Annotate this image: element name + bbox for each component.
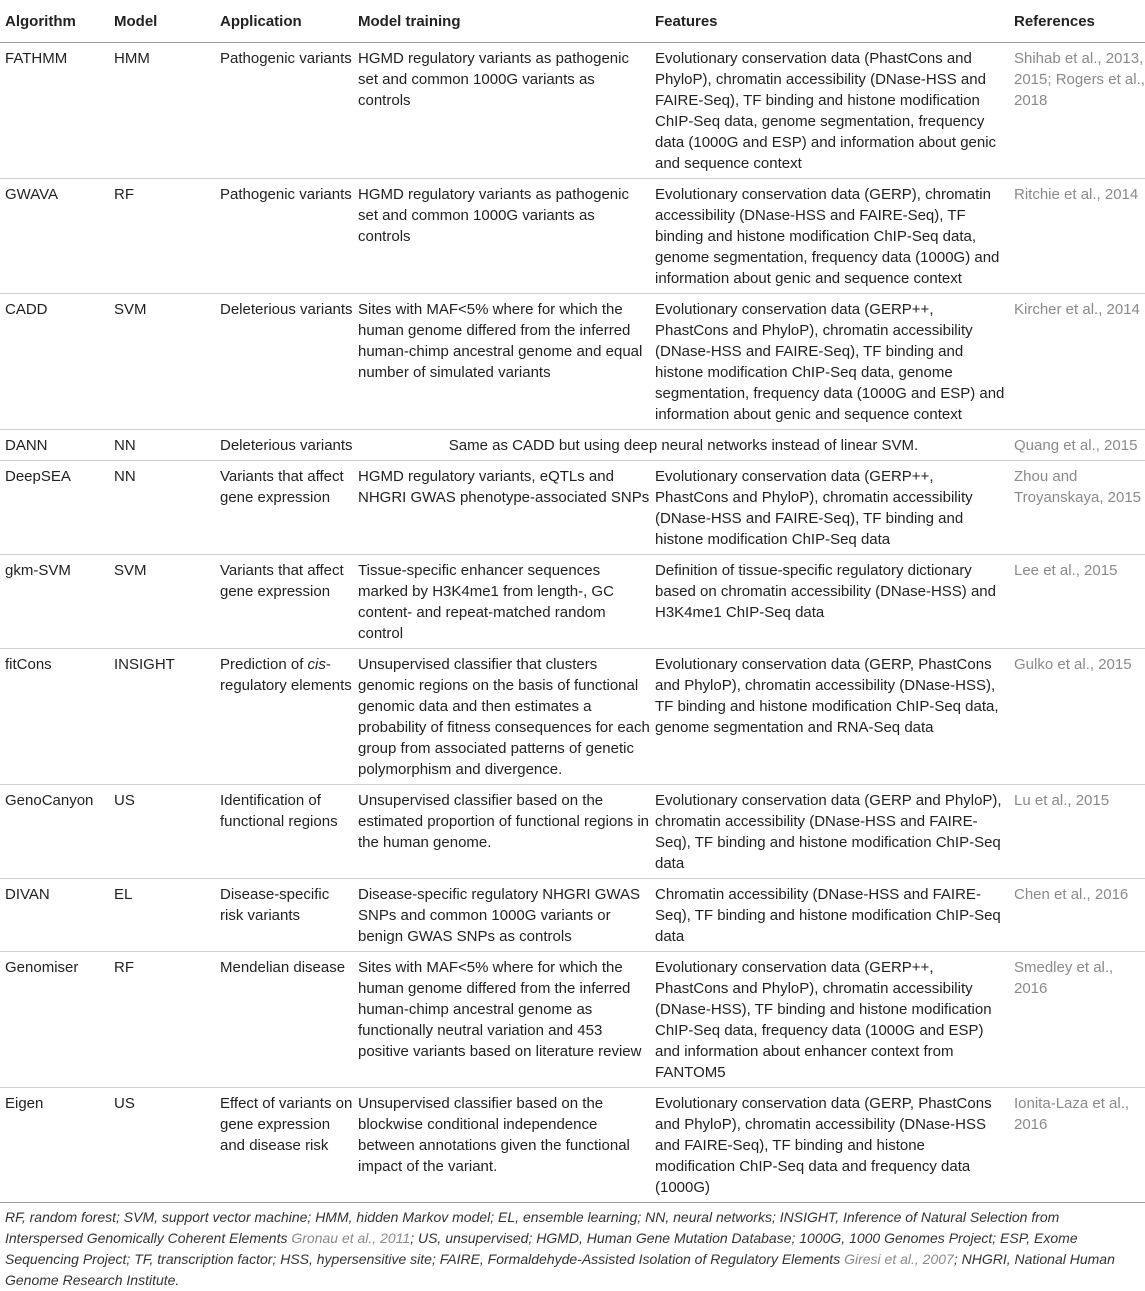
footnote-citation-giresi[interactable]: Giresi et al., 2007	[844, 1251, 954, 1267]
cell-model: RF	[109, 952, 215, 1088]
table-row	[0, 1088, 1145, 1203]
cell-algorithm: DIVAN	[0, 879, 109, 952]
cell-training: Sites with MAF<5% where for which the human genome differed from the inferred human-chimp ancestral genome as functionally neutral variation and 453 positive variants based on literature review	[353, 952, 650, 1088]
application-text-post: -regulatory elements	[220, 656, 352, 694]
cell-reference: Chen et al., 2016	[1009, 879, 1145, 952]
cell-features: Evolutionary conservation data (GERP++, PhastCons and PhyloP), chromatin accessibility (DNase-HSS and FAIRE-Seq), TF binding and histone modification ChIP-Seq data	[650, 461, 1009, 555]
table-header-row	[0, 0, 1145, 43]
table-row	[0, 785, 1145, 879]
cell-reference: Shihab et al., 2013, 2015; Rogers et al., 2018	[1009, 43, 1145, 179]
footnote-text-2: ; US, unsupervised; HGMD, Human Gene Mutation Database; 1000G, 1000 Genomes Project; ESP, Exome Sequencing Project; TF, transcription factor; HSS, hypersensitive site; FAIRE, Formaldehyde-Assisted Isolation of Regulatory Elements	[5, 1230, 1078, 1267]
application-text-pre: Prediction of	[220, 656, 308, 673]
cell-features: Evolutionary conservation data (GERP, PhastCons and PhyloP), chromatin accessibility (DNase-HSS and FAIRE-Seq), TF binding and histone modification ChIP-Seq data and frequency data (1000G)	[650, 1088, 1009, 1203]
cell-application: Variants that affect gene expression	[215, 461, 353, 555]
table-row	[0, 179, 1145, 294]
cell-application: Identification of functional regions	[215, 785, 353, 879]
header-features: Features	[650, 0, 1009, 43]
table-row	[0, 430, 1145, 461]
cell-model: US	[109, 1088, 215, 1203]
table-row	[0, 555, 1145, 649]
cell-reference: Lu et al., 2015	[1009, 785, 1145, 879]
footnote-text-3: ; NHGRI, National Human Genome Research Institute.	[5, 1251, 1115, 1288]
cell-model: HMM	[109, 43, 215, 179]
table-row	[0, 294, 1145, 430]
cell-training: Sites with MAF<5% where for which the human genome differed from the inferred human-chimp ancestral genome and equal number of simulated variants	[353, 294, 650, 430]
cell-reference: Lee et al., 2015	[1009, 555, 1145, 649]
cell-model: NN	[109, 461, 215, 555]
cell-application	[215, 649, 353, 785]
table-row	[0, 649, 1145, 785]
cell-training: Unsupervised classifier that clusters genomic regions on the basis of functional genomic data and then estimates a probability of fitness consequences for each group from associated patterns of genetic polymorphism and divergence.	[353, 649, 650, 785]
cell-application: Pathogenic variants	[215, 43, 353, 179]
cell-application: Variants that affect gene expression	[215, 555, 353, 649]
cell-application: Disease-specific risk variants	[215, 879, 353, 952]
application-text-cis: cis	[307, 656, 326, 673]
cell-reference: Kircher et al., 2014	[1009, 294, 1145, 430]
cell-application: Effect of variants on gene expression and disease risk	[215, 1088, 353, 1203]
cell-model: SVM	[109, 555, 215, 649]
cell-features: Evolutionary conservation data (PhastCons and PhyloP), chromatin accessibility (DNase-HSS and FAIRE-Seq), TF binding and histone modification ChIP-Seq data, genome segmentation, frequency data (1000G and ESP) and information about genic and sequence context	[650, 43, 1009, 179]
cell-reference: Quang et al., 2015	[1009, 430, 1145, 461]
cell-reference: Ritchie et al., 2014	[1009, 179, 1145, 294]
cell-features: Evolutionary conservation data (GERP++, PhastCons and PhyloP), chromatin accessibility (DNase-HSS), TF binding and histone modification ChIP-Seq data, frequency data (1000G and ESP) and information about enhancer context from FANTOM5	[650, 952, 1009, 1088]
cell-training: Disease-specific regulatory NHGRI GWAS SNPs and common 1000G variants or benign GWAS SNPs as controls	[353, 879, 650, 952]
cell-model: EL	[109, 879, 215, 952]
cell-spanning-note: Same as CADD but using deep neural networks instead of linear SVM.	[353, 430, 1009, 461]
cell-features: Evolutionary conservation data (GERP, PhastCons and PhyloP), chromatin accessibility (DNase-HSS), TF binding and histone modification ChIP-Seq data, genome segmentation and RNA-Seq data	[650, 649, 1009, 785]
cell-model: RF	[109, 179, 215, 294]
header-model: Model	[109, 0, 215, 43]
cell-training: Unsupervised classifier based on the blockwise conditional independence between annotations given the functional impact of the variant.	[353, 1088, 650, 1203]
cell-algorithm: gkm-SVM	[0, 555, 109, 649]
footnote-citation-gronau[interactable]: Gronau et al., 2011	[291, 1230, 411, 1246]
cell-features: Definition of tissue-specific regulatory dictionary based on chromatin accessibility (DNase-HSS) and H3K4me1 ChIP-Seq data	[650, 555, 1009, 649]
cell-features: Chromatin accessibility (DNase-HSS and FAIRE-Seq), TF binding and histone modification ChIP-Seq data	[650, 879, 1009, 952]
table-row	[0, 43, 1145, 179]
cell-features: Evolutionary conservation data (GERP), chromatin accessibility (DNase-HSS and FAIRE-Seq), TF binding and histone modification ChIP-Seq data, genome segmentation, frequency data (1000G) and information about genic and sequence context	[650, 179, 1009, 294]
cell-application: Pathogenic variants	[215, 179, 353, 294]
cell-reference: Zhou and Troyanskaya, 2015	[1009, 461, 1145, 555]
cell-algorithm: Genomiser	[0, 952, 109, 1088]
cell-model: SVM	[109, 294, 215, 430]
header-model-training: Model training	[353, 0, 650, 43]
footnote-text-1: RF, random forest; SVM, support vector machine; HMM, hidden Markov model; EL, ensemble learning; NN, neural networks; INSIGHT, Inference of Natural Selection from Interspersed Genomically Coherent Elements	[5, 1209, 1060, 1246]
cell-application: Deleterious variants	[215, 430, 353, 461]
cell-algorithm: GenoCanyon	[0, 785, 109, 879]
cell-application: Deleterious variants	[215, 294, 353, 430]
cell-application: Mendelian disease	[215, 952, 353, 1088]
cell-model: INSIGHT	[109, 649, 215, 785]
cell-algorithm: FATHMM	[0, 43, 109, 179]
cell-training: Tissue-specific enhancer sequences marked by H3K4me1 from length-, GC content- and repeat-matched random control	[353, 555, 650, 649]
cell-algorithm: CADD	[0, 294, 109, 430]
table-footnote	[5, 1207, 1141, 1291]
table-row	[0, 461, 1145, 555]
cell-algorithm: Eigen	[0, 1088, 109, 1203]
cell-training: HGMD regulatory variants as pathogenic set and common 1000G variants as controls	[353, 179, 650, 294]
cell-algorithm: fitCons	[0, 649, 109, 785]
cell-training: Unsupervised classifier based on the estimated proportion of functional regions in the human genome.	[353, 785, 650, 879]
cell-features: Evolutionary conservation data (GERP and PhyloP), chromatin accessibility (DNase-HSS and FAIRE-Seq), TF binding and histone modification ChIP-Seq data	[650, 785, 1009, 879]
cell-features: Evolutionary conservation data (GERP++, PhastCons and PhyloP), chromatin accessibility (DNase-HSS and FAIRE-Seq), TF binding and histone modification ChIP-Seq data, genome segmentation, frequency data (1000G and ESP) and information about genic and sequence context	[650, 294, 1009, 430]
cell-algorithm: DANN	[0, 430, 109, 461]
table-row	[0, 952, 1145, 1088]
cell-model: US	[109, 785, 215, 879]
header-algorithm: Algorithm	[0, 0, 109, 43]
cell-algorithm: DeepSEA	[0, 461, 109, 555]
table-row	[0, 879, 1145, 952]
header-application: Application	[215, 0, 353, 43]
header-references: References	[1009, 0, 1145, 43]
cell-algorithm: GWAVA	[0, 179, 109, 294]
cell-reference: Ionita-Laza et al., 2016	[1009, 1088, 1145, 1203]
cell-training: HGMD regulatory variants, eQTLs and NHGRI GWAS phenotype-associated SNPs	[353, 461, 650, 555]
cell-reference: Gulko et al., 2015	[1009, 649, 1145, 785]
cell-training: HGMD regulatory variants as pathogenic set and common 1000G variants as controls	[353, 43, 650, 179]
cell-model: NN	[109, 430, 215, 461]
cell-reference: Smedley et al., 2016	[1009, 952, 1145, 1088]
